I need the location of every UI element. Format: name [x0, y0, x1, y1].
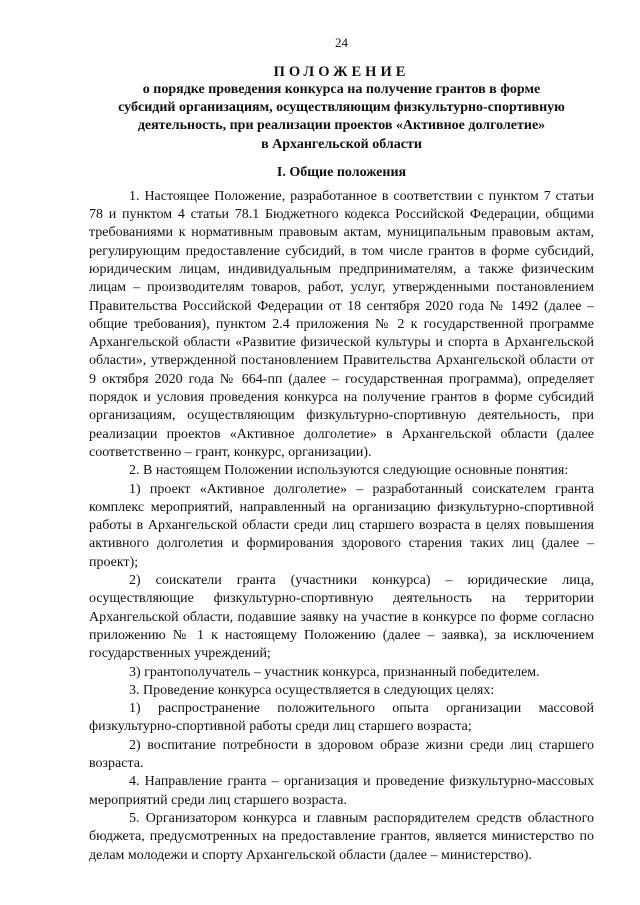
- paragraph-1: 1. Настоящее Положение, разработанное в соответствии с пунктом 7 статьи 78 и пунктом 4 статьи 78.1 Бюджетного кодекса Российской Федерации, общими требованиями к нормативным правовым актам, муниципальным правовым актам, регулирующим предоставление субсидий, в том числе грантов в форме субсидий, юридическим лицам, индивидуальным предпринимателям, а также физическим лицам – производителям товаров, работ, услуг, утвержденными постановлением Правительства Российской Федерации от 18 сентября 2020 года № 1492 (далее – общие требования), пунктом 2.4 приложения № 2 к государственной программе Архангельской области «Развитие физической культуры и спорта в Архангельской области», утвержденной постановлением Правительства Архангельской области от 9 октября 2020 года № 664-пп (далее – государственная программа), определяет порядок и условия проведения конкурса на получение грантов в форме субсидий организациям, осуществляющим физкультурно-спортивную деятельность, при реализации проектов «Активное долголетие» в Архангельской области (далее соответственно – грант, конкурс, организации).: [89, 188, 594, 460]
- document-heading: [89, 63, 594, 154]
- paragraph-3-item-2: 2) воспитание потребности в здоровом образе жизни среди лиц старшего возраста.: [89, 737, 594, 772]
- page-number: 24: [335, 35, 348, 50]
- paragraph-2-item-3: 3) грантополучатель – участник конкурса, признанный победителем.: [129, 664, 540, 680]
- subtitle-line: в Архангельской области: [261, 136, 422, 152]
- paragraph-2: 2. В настоящем Положении используются следующие основные понятия:: [129, 463, 569, 479]
- document-body: [89, 188, 594, 865]
- paragraph-4: 4. Направление гранта – организация и проведение физкультурно-массовых мероприятий среди лиц старшего возраста.: [89, 774, 594, 808]
- paragraph-3: 3. Проведение конкурса осуществляется в следующих целях:: [129, 682, 495, 698]
- subtitle-line: субсидий организациям, осуществляющим физкультурно-спортивную: [118, 100, 565, 116]
- paragraph-2-item-2: 2) соискатели гранта (участники конкурса) – юридические лица, осуществляющие физкультурно-спортивную деятельность на территории Архангельской области, подавшие заявку на участие в конкурсе по форме согласно приложению № 1 к настоящему Положению (далее – заявка), за исключением государственных учреждений;: [89, 573, 594, 662]
- paragraph-2-item-1: 1) проект «Активное долголетие» – разработанный соискателем гранта комплекс мероприятий, направленный на организацию физкультурно-спортивной работы в Архангельской области среди лиц старшего возраста в целях повышения активного долголетия и формирования здорового старения таких лиц (далее – проект);: [89, 481, 594, 570]
- section-title: I. Общие положения: [276, 164, 407, 180]
- document-title: ПОЛОЖЕНИЕ: [273, 64, 410, 80]
- paragraph-3-item-1: 1) распространение положительного опыта организации массовой физкультурно-спортивной работы среди лиц старшего возраста;: [89, 701, 594, 735]
- subtitle-line: деятельность, при реализации проектов «Активное долголетие»: [137, 118, 546, 134]
- paragraph-5: 5. Организатором конкурса и главным распорядителем средств областного бюджета, предусмотренных на предоставление грантов, является министерство по делам молодежи и спорту Архангельской области (далее – министерство).: [89, 810, 594, 863]
- subtitle-line: о порядке проведения конкурса на получение грантов в форме: [142, 82, 541, 97]
